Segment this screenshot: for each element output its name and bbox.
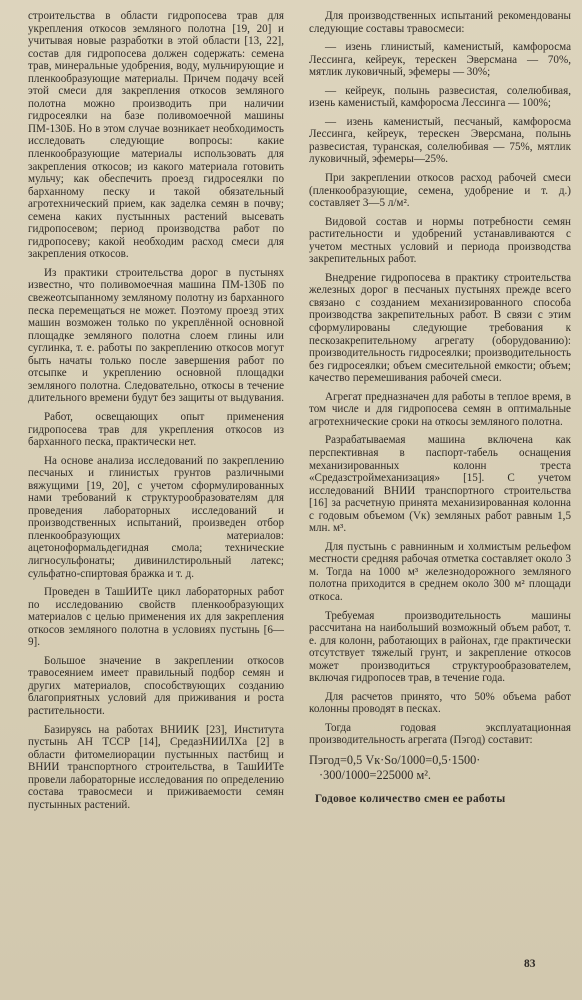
right-column: [309, 10, 571, 806]
paragraph: Работ, освещающих опыт применения гидропосева трав для укрепления откосов из барханного песка, практически нет.: [28, 410, 284, 449]
paragraph: Видовой состав и нормы потребности семян растительности и удобрений устанавливаются с учетом местных условий и периода производства закрепительных работ.: [309, 215, 571, 266]
formula-line: Пэгод=0,5 Vк·Sо/1000=0,5·1500·: [309, 752, 481, 767]
paragraph: Проведен в ТашИИТе цикл лабораторных работ по исследованию свойств пленкообразующих материалов с целью применения их для закрепления откосов земляного полотна в условиях пустынь [6—9].: [28, 586, 284, 649]
paragraph: На основе анализа исследований по закреплению песчаных и глинистых грунтов различными вяжущими [19, 20], с учетом сформулированных нами требований к структурообразователям для проведения лабораторных исследований и производственных испытаний, произведен отбор пленкообразующих материалов: ацетоноформальдегидная смола; технические лигносульфонаты; дивинилстирольный латекс; сульфатно-спиртовая бражка и т. д.: [28, 454, 284, 580]
paragraph: Для расчетов принято, что 50% объема работ колонны проводят в песках.: [309, 690, 571, 716]
left-column: [28, 10, 284, 817]
paragraph: Агрегат предназначен для работы в теплое время, в том числе и для гидропосева семян в оптимальные агротехнические сроки на откосы земляного полотна.: [309, 390, 571, 428]
paragraph: Тогда годовая эксплуатационная производительность агрегата (Пэгод) составит:: [309, 721, 571, 747]
list-item: — кейреук, полынь развесистая, солелюбивая, изень каменистый, камфоросма Лессинга — 100%;: [309, 84, 571, 110]
formula: [309, 753, 571, 783]
paragraph: Внедрение гидропосева в практику строительства железных дорог в песчаных пустынях прежде всего связано с созданием механизированного способа производства закрепительных работ. В связи с этим сформулированы следующие требования к пескозакрепительному агрегату (оборудованию): производительность гидросеялки; производительность без гидросеялки; объем смесительной емкости; объем; качество перемешивания рабочей смеси.: [309, 271, 571, 385]
paragraph: Требуемая производительность машины рассчитана на наибольший возможный объем работ, т. е. для колонн, работающих в районах, где практически отсутствует тяжелый грунт, и закрепление откосов может производиться структурообразователем, включая гидропосев трав, в течение года.: [309, 609, 571, 685]
list-item: — изень глинистый, каменистый, камфоросма Лессинга, кейреук, терескен Эверсмана — 70%, мятлик луковичный, эфемеры — 30%;: [309, 41, 571, 79]
paragraph: Разрабатываемая машина включена как перспективная в паспорт-табель оснащения механизированных колонн треста «Средазстроймеханизация» [15]. С учетом исследований ВНИИ транспортного строительства [16] за расчетную принята механизированная колонна с годовым объемом (Vк) земляных работ равным 1,5 млн. м³.: [309, 434, 571, 535]
paragraph: При закреплении откосов расход рабочей смеси (пленкообразующие, семена, удобрение и т. д.) составляет 3—5 л/м².: [309, 172, 571, 210]
paragraph: Для пустынь с равнинным и холмистым рельефом местности средняя рабочая отметка составляет около 3 м. Тогда на 1000 м³ железнодорожного земляного полотна приходится в среднем около 300 м² площади откоса.: [309, 540, 571, 603]
list-item: — изень каменистый, песчаный, камфоросма Лессинга, кейреук, терескен Эверсмана, полынь развесистая, туранская, солелюбивая — 75%, мятлик луковичный, эфемеры—25%.: [309, 115, 571, 166]
paragraph: Из практики строительства дорог в пустынях известно, что поливомоечная машина ПМ-130Б по свежеотсыпанному земляному полотну из барханного песка перемещаться не может. Поэтому проезд этих машин возможен только по укреплённой основной площадке земляного полотна слоем глины или суглинка, т. е. работы по закреплению откосов могут быть начаты только после завершения работ по отсыпке и укреплению основной площадки земляного полотна. Следовательно, откосы в течение длительного времени будут без защиты от выдувания.: [28, 266, 284, 405]
paragraph: Для производственных испытаний рекомендованы следующие составы травосмеси:: [309, 10, 571, 35]
paragraph: Большое значение в закреплении откосов травосеянием имеет правильный подбор семян и других материалов, способствующих созданию благоприятных условий для приживания и роста растительности.: [28, 654, 284, 717]
paragraph: Базируясь на работах ВНИИК [23], Института пустынь АН ТССР [14], СредазНИИЛХа [2] в области фитомелиорации пустынных пастбищ и ВНИИ транспортного строительства, в ТашИИТе провели лабораторные исследования по определению состава травосмеси и приживаемости семян пустынных растений.: [28, 723, 284, 811]
page-number: 83: [524, 958, 536, 970]
formula-line: ·300/1000=225000 м².: [319, 767, 431, 782]
section-heading: Годовое количество смен ее работы: [315, 792, 506, 805]
paragraph: строительства в области гидропосева трав для укрепления откосов земляного полотна [19, 20] и учитывая новые разработки в этой области [13, 22], состав для гидропосева должен содержать: семена трав, минеральные удобрения, воду, мульчирующие и пленкообразующие материалы. Причем подачу всей этой смеси для закрепления откосов земляного полотна можно производить при наличии гидросеялки на базе поливомоечной машины ПМ-130Б. Но в этом случае возникает необходимость исследовать следующие вопросы: какие пленкообразующие материалы использовать для закрепления откосов; из какого материала готовить мульчу; как обеспечить проезд гидросеялки по барханному песку и такой обязательный агротехнический прием, как заделка семян в почву; семена каких пустынных растений высевать гидропосевом; период производства работ по гидропосеву; какой необходим расход смеси для закрепления откосов.: [28, 10, 284, 261]
